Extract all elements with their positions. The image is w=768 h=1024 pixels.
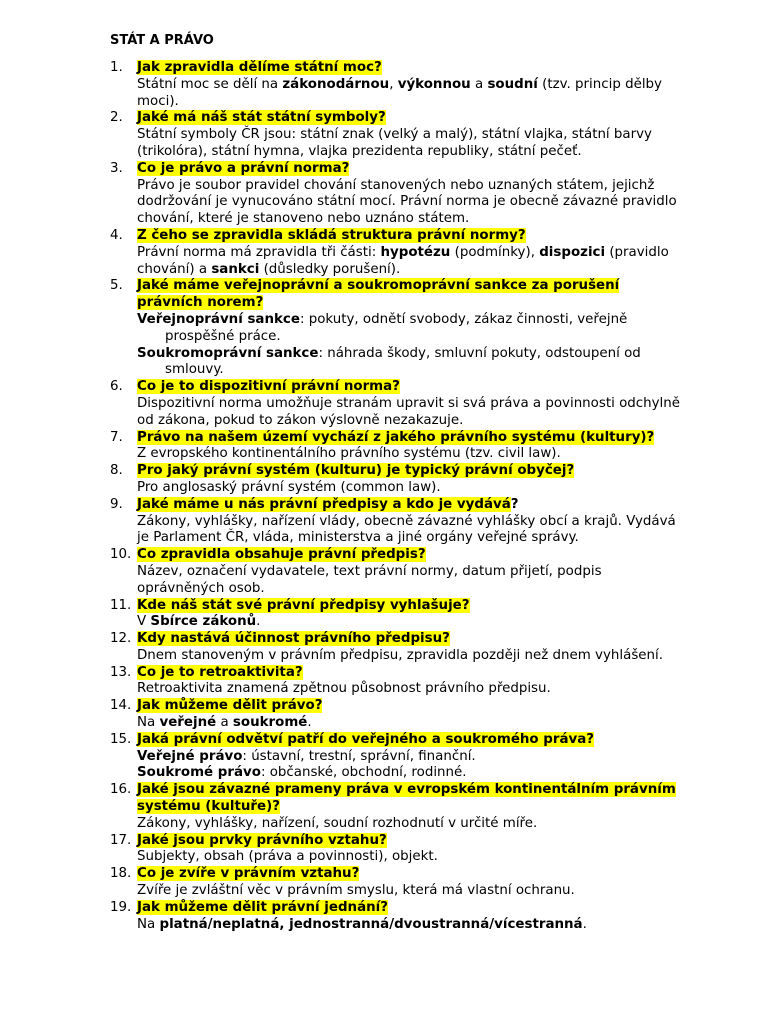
question [137,665,677,682]
question [137,110,677,127]
answer-subitem: Veřejné právo: ústavní, trestní, správní, finanční. [137,748,476,764]
answer: Retroaktivita znamená zpětnou působnost právního předpisu. [137,681,551,697]
answer: Na platná/neplatná, jednostranná/dvoustranná/vícestranná. [137,916,587,932]
list-item [0,833,768,867]
question-text: Co je právo a právní norma? [137,160,350,176]
item-number: 12. [110,631,132,647]
answer-emphasis: soukromé [232,715,308,731]
answer-emphasis: veřejné [159,715,217,731]
list-item [0,665,768,699]
answer-emphasis: dispozici [539,244,606,260]
list-item [0,430,768,464]
question [137,598,677,615]
question [137,631,677,648]
subitem-continuation: smlouvy. [165,362,224,378]
question [137,228,677,245]
answer-emphasis: hypotézu [380,244,451,260]
item-number: 18. [110,866,132,882]
answer: V Sbírce zákonů. [137,614,261,630]
question [137,782,677,816]
item-number: 19. [110,899,132,915]
question-text: Co zpravidla obsahuje právní předpis? [137,547,426,563]
item-number: 5. [110,278,123,294]
answer: Na veřejné a soukromé. [137,715,312,731]
answer-emphasis: Sbírce zákonů [150,614,257,630]
list-item [0,698,768,732]
list-item [0,782,768,832]
question [137,60,677,77]
question-text: Právo na našem území vychází z jakého právního systému (kultury)? [137,429,655,445]
list-item [0,732,768,782]
question-text: Z čeho se zpravidla skládá struktura právní normy? [137,227,526,243]
item-number: 9. [110,496,123,512]
question-text: Co je zvíře v právním vztahu? [137,866,360,882]
item-number: 2. [110,110,123,126]
question [137,900,677,917]
list-item [0,866,768,900]
question-text: Jaké jsou prvky právního vztahu? [137,832,387,848]
list-item [0,497,768,547]
question-text: Jaké máme u nás právní předpisy a kdo je vydává [137,496,511,512]
question-text: Jak zpravidla dělíme státní moc? [137,60,382,75]
list-item [0,60,768,110]
question [137,833,677,850]
item-number: 6. [110,379,123,395]
answer-emphasis: soudní [487,76,538,92]
question [137,698,677,715]
subitem-label: Soukromoprávní sankce [137,345,319,361]
list-item [0,161,768,228]
answer: Právní norma má zpravidla tři části: hypotézu (podmínky), dispozici (pravidlo chování) a sankci (důsledky porušení). [137,244,669,277]
answer: Zákony, vyhlášky, nařízení vlády, obecně závazné vyhlášky obcí a krajů. Vydává je Parlament ČR, vláda, ministerstva a jiné orgány veřejné správy. [137,513,676,546]
question [137,161,677,178]
question-text: Jak můžeme dělit právní jednání? [137,899,389,915]
subitem-continuation: prospěšné práce. [165,328,281,344]
question [137,547,677,564]
list-item [0,900,768,934]
subitem-label: Veřejné právo [137,748,243,764]
question-text: Kdy nastává účinnost právního předpisu? [137,631,450,647]
question [137,463,677,480]
answer: Subjekty, obsah (práva a povinnosti), objekt. [137,849,438,865]
item-number: 8. [110,463,123,479]
question [137,497,677,514]
question-tail: ? [510,496,519,512]
question-text: Jaká právní odvětví patří do veřejného a soukromého práva? [137,731,595,747]
list-item [0,631,768,665]
question-text: Pro jaký právní systém (kulturu) je typický právní obyčej? [137,463,575,479]
answer: Zvíře je zvláštní věc v právním smyslu, která má vlastní ochranu. [137,883,575,899]
answer: Státní moc se dělí na zákonodárnou, výkonnou a soudní (tzv. princip dělby moci). [137,76,662,109]
list-item [0,547,768,597]
list-item [0,463,768,497]
answer-emphasis: sankci [211,261,260,277]
list-item [0,110,768,160]
answer: Z evropského kontinentálního právního systému (tzv. civil law). [137,446,561,462]
question-text: Co je to dispozitivní právní norma? [137,379,400,395]
answer-emphasis: výkonnou [397,76,471,92]
subitem-label: Veřejnoprávní sankce [137,311,300,327]
list-item [0,379,768,429]
list-item [0,228,768,278]
answer: Název, označení vydavatele, text právní normy, datum přijetí, podpis oprávněných osob. [137,563,602,596]
answer: Státní symboly ČR jsou: státní znak (velký a malý), státní vlajka, státní barvy (trikolóra), státní hymna, vlajka prezidenta republiky, státní pečeť. [137,127,652,159]
answer: Dispozitivní norma umožňuje stranám upravit si svá práva a povinnosti odchylně od zákona, pokud to zákon výslovně nezakazuje. [137,395,680,428]
answer: Pro anglosaský právní systém (common law). [137,479,441,495]
item-number: 4. [110,227,123,243]
question-text: Jaké má náš stát státní symboly? [137,110,386,126]
question [137,278,677,312]
answer: Právo je soubor pravidel chování stanovených nebo uznaných státem, jejichž dodržování je vynucováno státní mocí. Právní norma je obecně závazné pravidlo chování, které je stanoveno nebo uznáno státem. [137,177,677,227]
subitem-label: Soukromé právo [137,765,261,781]
answer-emphasis: zákonodárnou [282,76,390,92]
question-text: Jaké jsou závazné prameny práva v evropském kontinentálním právním systému (kultuře)? [137,782,676,815]
list-item [0,278,768,379]
item-number: 17. [110,832,132,848]
answer: Dnem stanoveným v právním předpisu, zpravidla později než dnem vyhlášení. [137,647,663,663]
item-number: 7. [110,429,123,445]
list-item [0,598,768,632]
answer-subitem: Soukromé právo: občanské, obchodní, rodinné. [137,765,467,781]
item-number: 15. [110,731,132,747]
answer-subitem: Soukromoprávní sankce: náhrada škody, smluvní pokuty, odstoupení od smlouvy. [137,346,682,380]
item-number: 10. [110,547,132,563]
item-number: 14. [110,698,132,714]
item-number: 16. [110,782,132,798]
item-number: 13. [110,664,132,680]
qa-list [0,60,768,933]
item-number: 1. [110,60,123,75]
question-text: Jak můžeme dělit právo? [137,698,323,714]
question-text: Kde náš stát své právní předpisy vyhlašuje? [137,597,470,613]
question [137,379,677,396]
answer-subitem: Veřejnoprávní sankce: pokuty, odnětí svobody, zákaz činnosti, veřejně prospěšné práce. [137,312,682,346]
question [137,430,677,447]
question [137,732,677,749]
item-number: 3. [110,160,123,176]
question-text: Co je to retroaktivita? [137,664,303,680]
page-title: STÁT A PRÁVO [110,33,214,48]
question [137,866,677,883]
answer: Zákony, vyhlášky, nařízení, soudní rozhodnutí v určité míře. [137,815,538,831]
item-number: 11. [110,597,132,613]
question-text: Jaké máme veřejnoprávní a soukromoprávní sankce za porušení právních norem? [137,278,620,311]
answer-emphasis: platná/neplatná, jednostranná/dvoustranná/vícestranná [159,916,583,932]
